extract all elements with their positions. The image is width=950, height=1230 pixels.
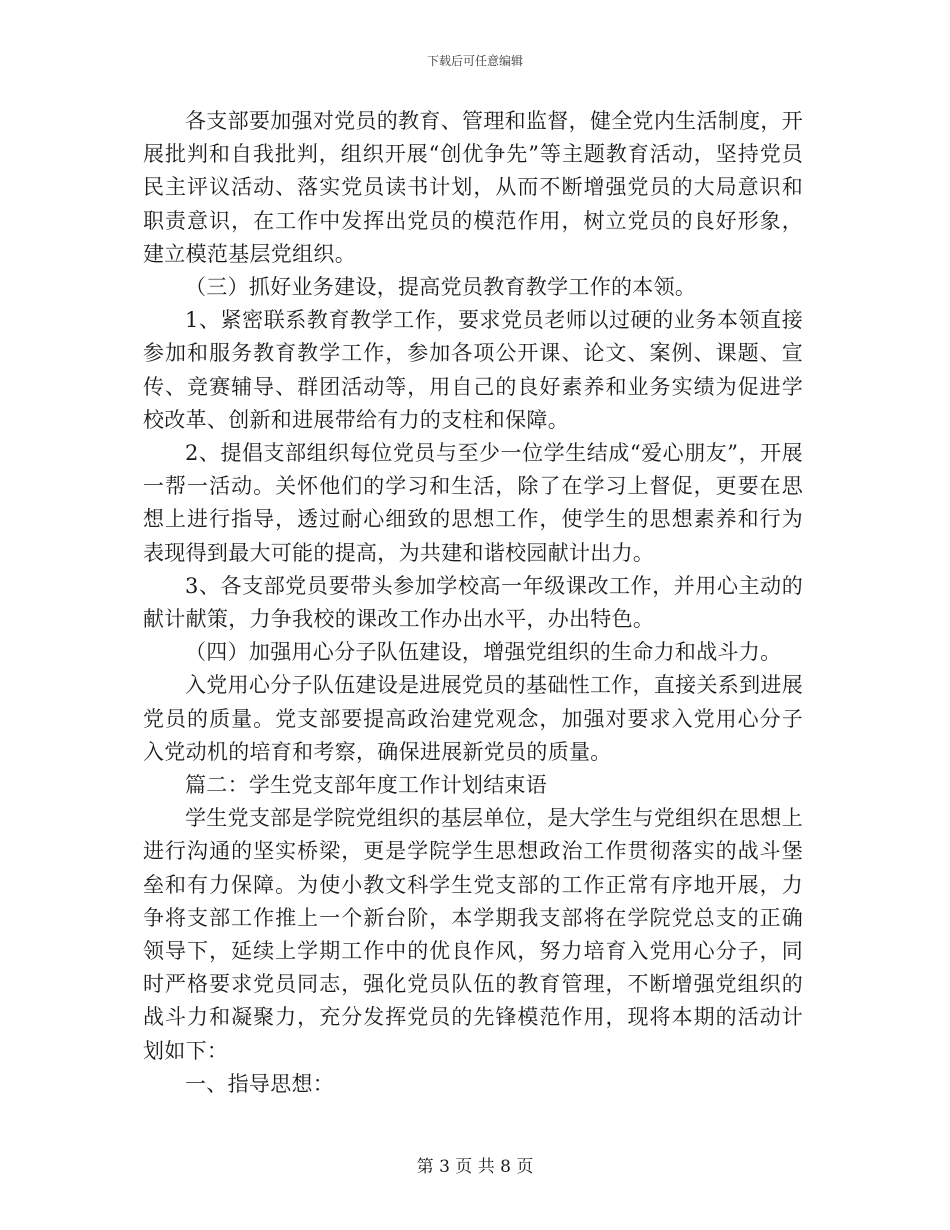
paragraph: 1、紧密联系教育教学工作，要求党员老师以过硬的业务本领直接参加和服务教育教学工作，参加各项公开课、论文、案例、课题、宣传、竞赛辅导、群团活动等，用自己的良好素养和业务实绩为促进学校改革、创新和进展带给有力的支柱和保障。 (143, 308, 803, 432)
section-heading: 一、指导思想： (185, 1071, 335, 1096)
paragraph: 2、提倡支部组织每位党员与至少一位学生结成“爱心朋友”，开展一帮一活动。关怀他们的学习和生活，除了在学习上督促，更要在思想上进行指导，透过耐心细致的思想工作，使学生的思想素养和行为表现得到最大可能的提高，为共建和谐校园献计出力。 (143, 441, 803, 565)
section-heading: （四）加强用心分子队伍建设，增强党组织的生命力和战斗力。 (185, 640, 782, 665)
article-title: 篇二：学生党支部年度工作计划结束语 (185, 773, 548, 798)
paragraph: 学生党支部是学院党组织的基层单位，是大学生与党组织在思想上进行沟通的坚实桥梁，更是学院学生思想政治工作贯彻落实的战斗堡垒和有力保障。为使小教文科学生党支部的工作正常有序地开展，力争将支部工作推上一个新台阶，本学期我支部将在学院党总支的正确领导下，延续上学期工作中的优良作风，努力培育入党用心分子，同时严格要求党员同志，强化党员队伍的教育管理，不断增强党组织的战斗力和凝聚力，充分发挥党员的先锋模范作用，现将本期的活动计划如下： (143, 806, 803, 1063)
page-number: 第 3 页 共 8 页 (416, 1157, 534, 1177)
paragraph: 入党用心分子队伍建设是进展党员的基础性工作，直接关系到进展党员的质量。党支部要提高政治建党观念，加强对要求入党用心分子入党动机的培育和考察，确保进展新党员的质量。 (143, 673, 803, 764)
page-header: 下载后可任意编辑 (426, 54, 523, 68)
section-heading: （三）抓好业务建设，提高党员教育教学工作的本领。 (185, 275, 697, 300)
paragraph: 各支部要加强对党员的教育、管理和监督，健全党内生活制度，开展批判和自我批判，组织开展“创优争先”等主题教育活动，坚持党员民主评议活动、落实党员读书计划，从而不断增强党员的大局意识和职责意识，在工作中发挥出党员的模范作用，树立党员的良好形象，建立模范基层党组织。 (143, 109, 803, 266)
document-body (143, 105, 803, 1101)
paragraph: 3、各支部党员要带头参加学校高一年级课改工作，并用心主动的献计献策，力争我校的课改工作办出水平，办出特色。 (143, 573, 803, 632)
